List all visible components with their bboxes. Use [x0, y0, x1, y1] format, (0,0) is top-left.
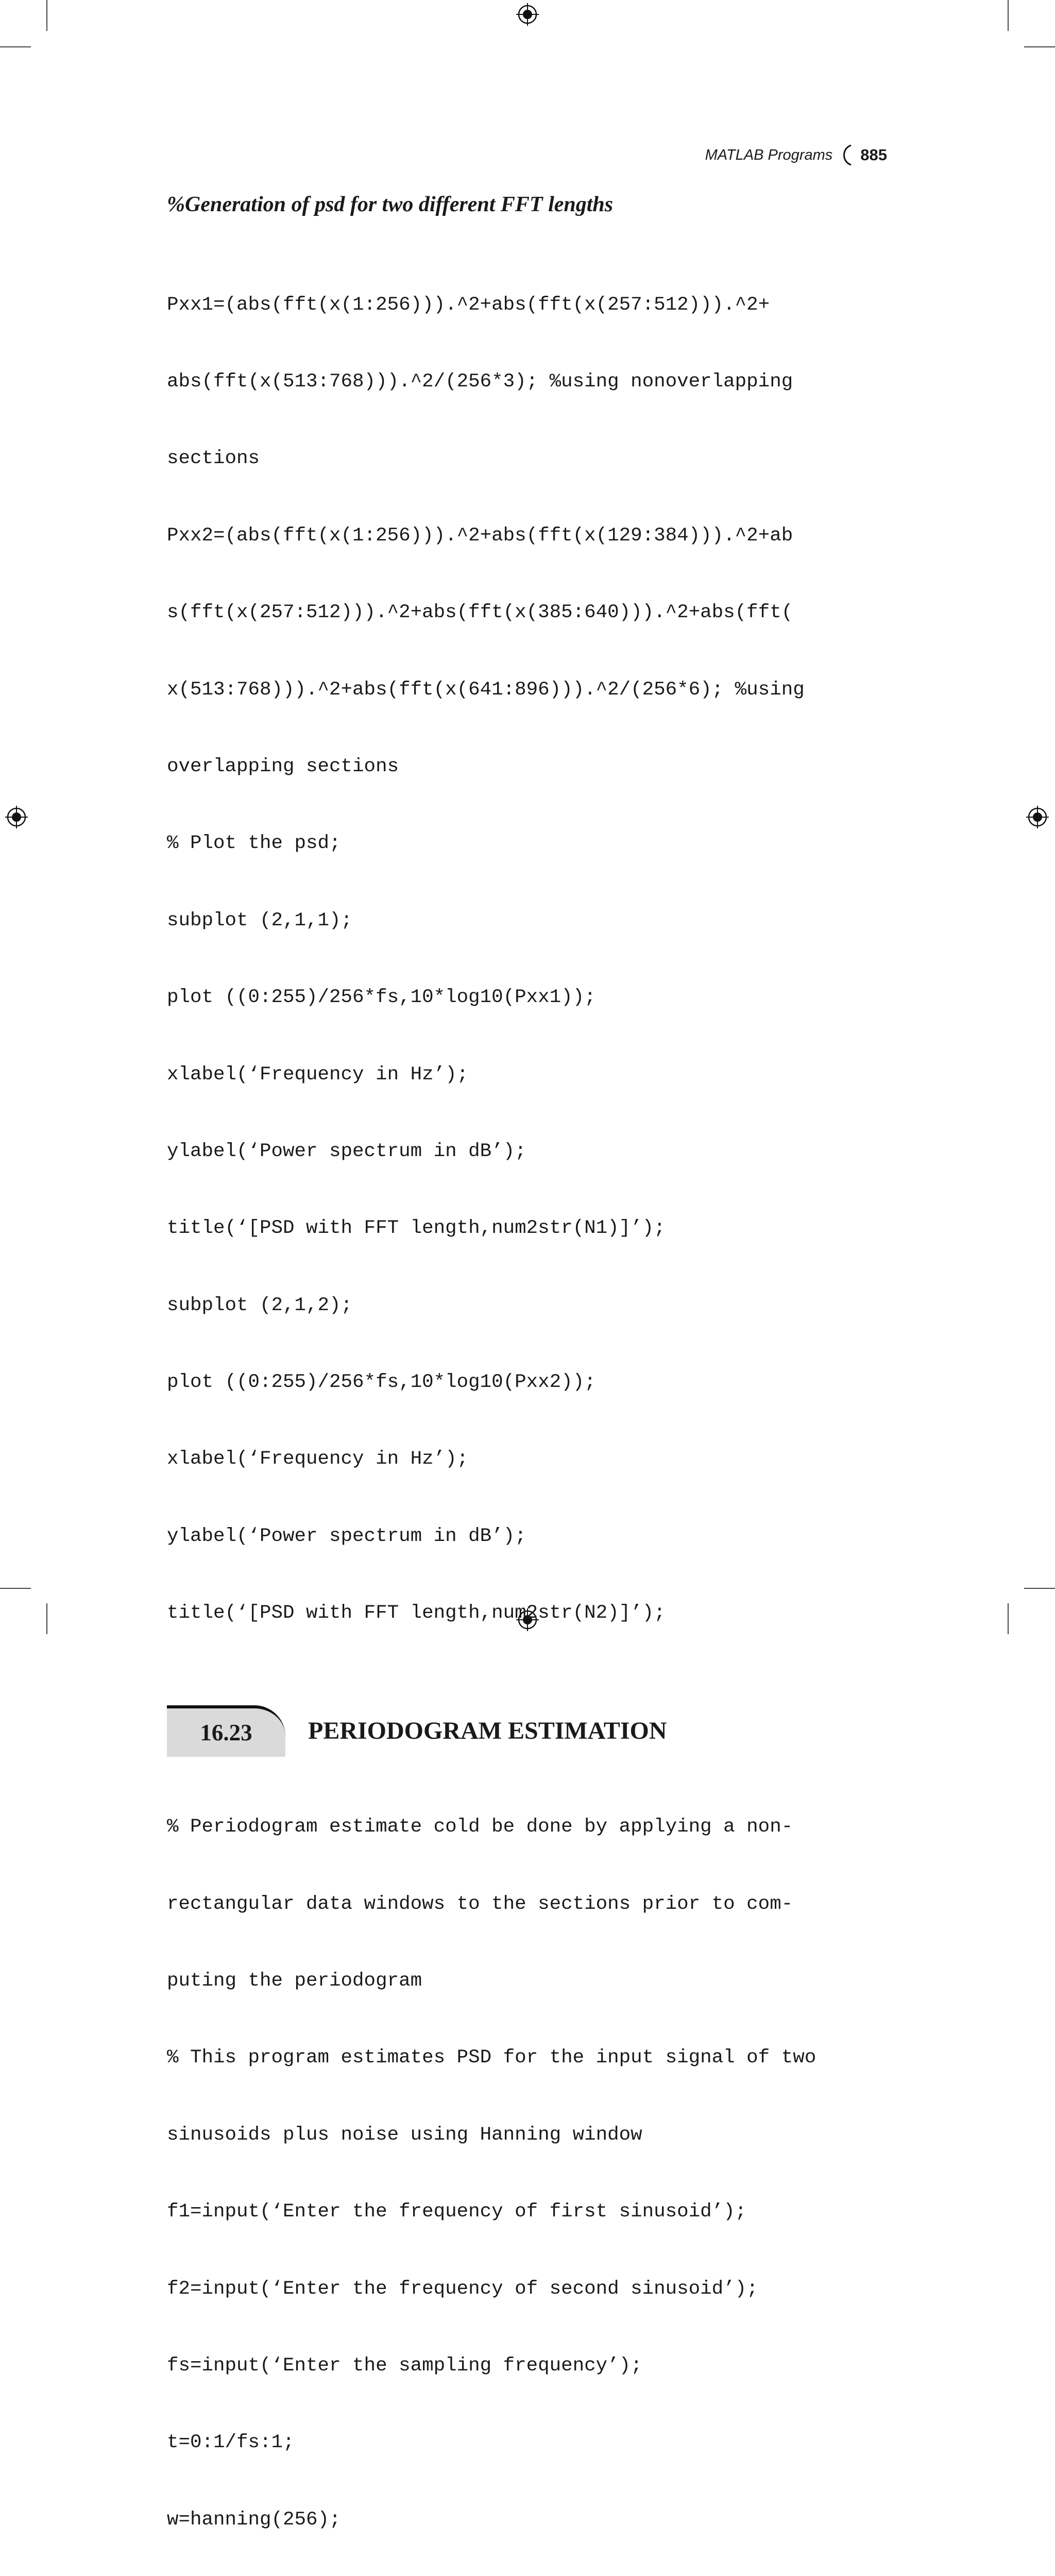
- code-line: rectangular data windows to the sections prior to com-: [167, 1893, 793, 1915]
- section-heading-16-23: [167, 1703, 909, 1759]
- registration-mark-icon: [1026, 806, 1049, 828]
- code-line: s(fft(x(257:512))).^2+abs(fft(x(385:640))).^2+abs(fft(: [167, 602, 793, 624]
- code-line: % Plot the psd;: [167, 833, 341, 855]
- code-line: Pxx1=(abs(fft(x(1:256))).^2+abs(fft(x(257:512))).^2+: [167, 294, 770, 316]
- running-head-title: MATLAB Programs: [705, 146, 833, 163]
- section-number-tab: 16.23: [167, 1705, 285, 1757]
- running-head: [705, 143, 887, 167]
- code-line: t=0:1/fs:1;: [167, 2432, 295, 2454]
- code-line: sinusoids plus noise using Hanning window: [167, 2124, 642, 2146]
- code-line: % This program estimates PSD for the input signal of two: [167, 2047, 816, 2069]
- crop-mark: [0, 1588, 31, 1589]
- code-line: f2=input(‘Enter the frequency of second sinusoid’);: [167, 2278, 758, 2300]
- crop-mark: [1024, 1588, 1055, 1589]
- crop-mark: [46, 0, 47, 31]
- psd-subheading: %Generation of psd for two different FFT lengths: [167, 193, 614, 216]
- code-block-periodogram: [167, 1764, 909, 2576]
- code-line: ylabel(‘Power spectrum in dB’);: [167, 1525, 526, 1547]
- crop-mark: [0, 46, 31, 47]
- code-block-psd: [167, 241, 909, 1678]
- code-line: f1=input(‘Enter the frequency of first sinusoid’);: [167, 2201, 747, 2223]
- code-line: ylabel(‘Power spectrum in dB’);: [167, 1140, 526, 1162]
- code-line: abs(fft(x(513:768))).^2/(256*3); %using nonoverlapping: [167, 370, 793, 393]
- crop-mark: [1008, 1603, 1009, 1634]
- code-line: overlapping sections: [167, 755, 399, 777]
- code-line: puting the periodogram: [167, 1970, 422, 1992]
- registration-mark-icon: [5, 806, 28, 828]
- code-line: plot ((0:255)/256*fs,10*log10(Pxx1));: [167, 987, 596, 1009]
- crop-mark: [1008, 0, 1009, 31]
- registration-mark-icon: [516, 3, 539, 26]
- code-line: Pxx2=(abs(fft(x(1:256))).^2+abs(fft(x(129:384))).^2+ab: [167, 524, 793, 547]
- code-line: w=hanning(256);: [167, 2509, 341, 2531]
- section-title: PERIODOGRAM ESTIMATION: [308, 1717, 667, 1745]
- code-line: xlabel(‘Frequency in Hz’);: [167, 1448, 469, 1470]
- code-line: xlabel(‘Frequency in Hz’);: [167, 1063, 469, 1086]
- code-line: subplot (2,1,1);: [167, 909, 353, 931]
- page-content: [167, 192, 909, 2576]
- page-number: 885: [860, 146, 887, 164]
- code-line: fs=input(‘Enter the sampling frequency’);: [167, 2354, 642, 2377]
- page-bracket-icon: [840, 144, 853, 166]
- code-line: plot ((0:255)/256*fs,10*log10(Pxx2));: [167, 1371, 596, 1394]
- code-line: title(‘[PSD with FFT length,num2str(N2)]’);: [167, 1602, 666, 1624]
- crop-mark: [1024, 46, 1055, 47]
- crop-mark: [46, 1603, 47, 1634]
- code-line: sections: [167, 448, 260, 470]
- code-line: subplot (2,1,2);: [167, 1294, 353, 1316]
- code-line: % Periodogram estimate cold be done by applying a non-: [167, 1816, 793, 1838]
- code-line: title(‘[PSD with FFT length,num2str(N1)]’);: [167, 1217, 666, 1240]
- code-line: x(513:768))).^2+abs(fft(x(641:896))).^2/(256*6); %using: [167, 679, 805, 701]
